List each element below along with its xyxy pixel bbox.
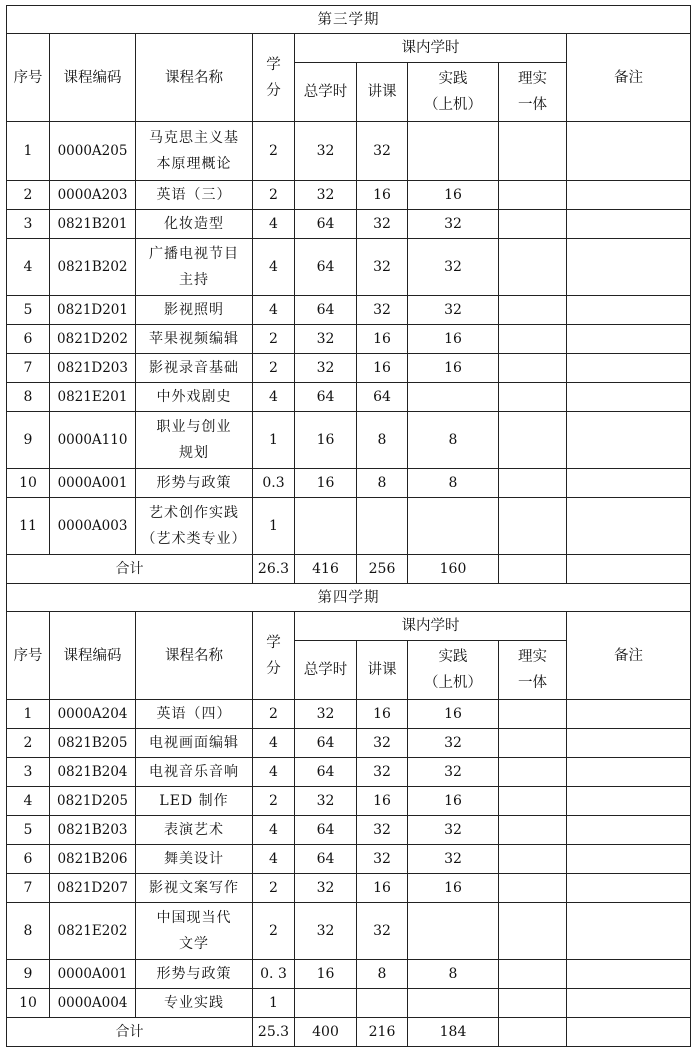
row-code: 0821D202 [50, 325, 136, 354]
row-practice: 16 [408, 325, 499, 354]
table-row [7, 210, 691, 239]
row-credit: 0. 3 [253, 960, 295, 989]
semester-title-row [7, 584, 691, 612]
row-index: 1 [7, 700, 50, 729]
row-course-name [136, 960, 253, 989]
row-code: 0821B204 [50, 758, 136, 787]
row-practice: 16 [408, 874, 499, 903]
row-total-hours: 64 [295, 729, 357, 758]
row-practice: 32 [408, 296, 499, 325]
col-credit-line1: 学 [266, 634, 281, 651]
row-total-hours: 16 [295, 960, 357, 989]
header-row [7, 34, 691, 63]
col-lecture: 讲课 [357, 641, 408, 700]
table-row [7, 325, 691, 354]
row-notes [567, 412, 691, 469]
row-total-hours: 64 [295, 816, 357, 845]
row-course-name-line1: 影视照明 [164, 302, 224, 318]
row-practice: 32 [408, 729, 499, 758]
row-course-name-line1: 影视文案写作 [149, 880, 239, 896]
row-integrated [499, 383, 567, 412]
col-integrated [499, 63, 567, 122]
row-course-name-line2: （艺术类专业） [141, 531, 247, 547]
total-hours: 416 [295, 555, 357, 584]
row-course-name-line1: 形势与政策 [156, 475, 232, 491]
row-lecture: 32 [357, 845, 408, 874]
row-practice: 32 [408, 845, 499, 874]
course-schedule [6, 5, 690, 1047]
row-course-name-line1: 表演艺术 [164, 822, 224, 838]
row-index: 8 [7, 903, 50, 960]
col-total-hours: 总学时 [295, 641, 357, 700]
row-notes [567, 874, 691, 903]
row-course-name-line2: 主持 [179, 272, 209, 288]
row-credit: 0.3 [253, 469, 295, 498]
row-integrated [499, 412, 567, 469]
row-course-name-line1: 化妆造型 [164, 216, 224, 232]
row-credit: 4 [253, 296, 295, 325]
row-credit: 2 [253, 700, 295, 729]
row-course-name-line1: 中外戏剧史 [156, 389, 232, 405]
row-code: 0821D205 [50, 787, 136, 816]
row-credit: 4 [253, 729, 295, 758]
row-index: 6 [7, 845, 50, 874]
row-course-name [136, 787, 253, 816]
col-in-class-hours: 课内学时 [295, 34, 567, 63]
row-notes [567, 989, 691, 1018]
total-credit: 26.3 [253, 555, 295, 584]
col-integrated-line1: 理实 [518, 71, 547, 87]
row-lecture: 16 [357, 325, 408, 354]
row-index: 4 [7, 787, 50, 816]
col-credit [253, 34, 295, 122]
semester-title: 第四学期 [7, 584, 691, 612]
row-total-hours: 64 [295, 239, 357, 296]
row-notes [567, 787, 691, 816]
row-course-name [136, 498, 253, 555]
row-lecture: 16 [357, 787, 408, 816]
row-lecture: 32 [357, 816, 408, 845]
row-course-name [136, 122, 253, 181]
row-credit: 2 [253, 874, 295, 903]
row-index: 5 [7, 296, 50, 325]
row-course-name [136, 758, 253, 787]
row-code: 0000A001 [50, 469, 136, 498]
row-lecture: 8 [357, 469, 408, 498]
total-lecture: 216 [357, 1018, 408, 1047]
row-index: 3 [7, 758, 50, 787]
row-lecture: 16 [357, 874, 408, 903]
row-practice: 16 [408, 181, 499, 210]
col-integrated-line2: 一体 [518, 675, 547, 691]
total-hours: 400 [295, 1018, 357, 1047]
row-course-name-line1: 英语（四） [156, 706, 232, 722]
row-total-hours [295, 989, 357, 1018]
row-lecture [357, 498, 408, 555]
row-total-hours: 16 [295, 412, 357, 469]
row-total-hours: 32 [295, 325, 357, 354]
col-in-class-hours: 课内学时 [295, 612, 567, 641]
row-credit: 4 [253, 383, 295, 412]
total-label: 合计 [7, 555, 253, 584]
row-notes [567, 469, 691, 498]
table-row [7, 758, 691, 787]
row-total-hours: 32 [295, 787, 357, 816]
row-course-name [136, 874, 253, 903]
col-credit-line2: 分 [266, 660, 281, 677]
row-integrated [499, 354, 567, 383]
row-notes [567, 210, 691, 239]
row-credit: 4 [253, 845, 295, 874]
row-code: 0821B205 [50, 729, 136, 758]
row-index: 11 [7, 498, 50, 555]
row-notes [567, 122, 691, 181]
row-course-name [136, 700, 253, 729]
row-total-hours: 32 [295, 122, 357, 181]
row-code: 0000A003 [50, 498, 136, 555]
table-row [7, 787, 691, 816]
table-row [7, 729, 691, 758]
row-code: 0821E201 [50, 383, 136, 412]
row-course-name [136, 412, 253, 469]
row-code: 0000A110 [50, 412, 136, 469]
total-practice: 184 [408, 1018, 499, 1047]
col-practice-line1: 实践 [438, 649, 468, 665]
row-lecture: 32 [357, 122, 408, 181]
row-course-name [136, 845, 253, 874]
col-practice-line2: （上机） [424, 675, 482, 691]
row-practice: 8 [408, 469, 499, 498]
row-course-name [136, 816, 253, 845]
table-row [7, 874, 691, 903]
row-total-hours: 32 [295, 181, 357, 210]
row-practice: 8 [408, 412, 499, 469]
row-integrated [499, 181, 567, 210]
row-lecture: 32 [357, 729, 408, 758]
row-notes [567, 845, 691, 874]
total-notes [567, 1018, 691, 1047]
row-lecture: 8 [357, 960, 408, 989]
row-credit: 1 [253, 498, 295, 555]
table-row [7, 845, 691, 874]
row-course-name [136, 469, 253, 498]
table-row [7, 239, 691, 296]
row-notes [567, 903, 691, 960]
row-integrated [499, 700, 567, 729]
row-practice [408, 122, 499, 181]
row-course-name [136, 989, 253, 1018]
table-row [7, 296, 691, 325]
total-integrated [499, 1018, 567, 1047]
row-course-name-line1: 苹果视频编辑 [149, 331, 239, 347]
row-integrated [499, 845, 567, 874]
row-credit: 2 [253, 903, 295, 960]
row-code: 0821B201 [50, 210, 136, 239]
row-index: 2 [7, 181, 50, 210]
row-practice: 16 [408, 354, 499, 383]
row-course-name-line1: 艺术创作实践 [149, 505, 239, 521]
row-course-name [136, 383, 253, 412]
row-code: 0821E202 [50, 903, 136, 960]
row-course-name [136, 296, 253, 325]
row-course-name-line1: 职业与创业 [156, 419, 232, 435]
row-index: 9 [7, 960, 50, 989]
col-practice-line2: （上机） [424, 97, 482, 113]
row-lecture: 64 [357, 383, 408, 412]
row-code: 0821B202 [50, 239, 136, 296]
row-lecture: 16 [357, 181, 408, 210]
col-notes: 备注 [567, 612, 691, 700]
row-practice [408, 383, 499, 412]
row-code: 0821B203 [50, 816, 136, 845]
row-practice: 16 [408, 700, 499, 729]
row-code: 0821B206 [50, 845, 136, 874]
row-index: 7 [7, 874, 50, 903]
row-lecture: 32 [357, 210, 408, 239]
table-row [7, 903, 691, 960]
row-integrated [499, 498, 567, 555]
row-credit: 4 [253, 210, 295, 239]
row-integrated [499, 325, 567, 354]
row-integrated [499, 210, 567, 239]
row-total-hours: 32 [295, 903, 357, 960]
col-practice-line1: 实践 [438, 71, 468, 87]
row-practice [408, 989, 499, 1018]
row-total-hours: 64 [295, 383, 357, 412]
row-lecture: 32 [357, 903, 408, 960]
row-code: 0821D203 [50, 354, 136, 383]
row-index: 2 [7, 729, 50, 758]
row-integrated [499, 960, 567, 989]
table-row [7, 498, 691, 555]
row-code: 0000A004 [50, 989, 136, 1018]
row-practice: 32 [408, 210, 499, 239]
row-integrated [499, 122, 567, 181]
row-total-hours: 32 [295, 354, 357, 383]
row-credit: 4 [253, 816, 295, 845]
row-practice: 32 [408, 239, 499, 296]
row-course-name-line1: 影视录音基础 [149, 360, 239, 376]
row-code: 0821D207 [50, 874, 136, 903]
row-total-hours: 64 [295, 210, 357, 239]
row-credit: 2 [253, 787, 295, 816]
row-lecture: 16 [357, 354, 408, 383]
row-code: 0821D201 [50, 296, 136, 325]
row-index: 1 [7, 122, 50, 181]
col-total-hours: 总学时 [295, 63, 357, 122]
row-course-name-line1: 形势与政策 [156, 966, 232, 982]
row-course-name [136, 325, 253, 354]
row-total-hours: 32 [295, 700, 357, 729]
row-index: 5 [7, 816, 50, 845]
semester-title: 第三学期 [7, 6, 691, 34]
row-practice: 16 [408, 787, 499, 816]
row-credit: 2 [253, 122, 295, 181]
row-lecture: 32 [357, 296, 408, 325]
row-course-name-line1: 英语（三） [156, 187, 232, 203]
row-total-hours: 64 [295, 296, 357, 325]
row-course-name-line1: 电视音乐音响 [149, 764, 239, 780]
row-lecture: 16 [357, 700, 408, 729]
col-lecture: 讲课 [357, 63, 408, 122]
row-index: 8 [7, 383, 50, 412]
col-code: 课程编码 [50, 34, 136, 122]
row-integrated [499, 874, 567, 903]
row-index: 6 [7, 325, 50, 354]
row-total-hours: 32 [295, 874, 357, 903]
row-code: 0000A001 [50, 960, 136, 989]
row-course-name-line2: 规划 [179, 445, 209, 461]
header-row [7, 612, 691, 641]
row-course-name-line1: LED 制作 [159, 793, 229, 809]
row-index: 3 [7, 210, 50, 239]
table-row [7, 383, 691, 412]
total-integrated [499, 555, 567, 584]
col-name: 课程名称 [136, 612, 253, 700]
table-row [7, 816, 691, 845]
table-row [7, 122, 691, 181]
col-credit-line1: 学 [266, 56, 281, 73]
row-notes [567, 960, 691, 989]
total-label: 合计 [7, 1018, 253, 1047]
row-course-name [136, 181, 253, 210]
table-row [7, 354, 691, 383]
col-practice [408, 641, 499, 700]
row-credit: 1 [253, 412, 295, 469]
row-course-name [136, 239, 253, 296]
row-course-name [136, 354, 253, 383]
row-notes [567, 239, 691, 296]
row-course-name-line1: 专业实践 [164, 995, 224, 1011]
row-notes [567, 325, 691, 354]
row-notes [567, 383, 691, 412]
row-credit: 2 [253, 354, 295, 383]
row-notes [567, 758, 691, 787]
row-lecture: 32 [357, 758, 408, 787]
row-notes [567, 498, 691, 555]
row-notes [567, 700, 691, 729]
row-credit: 2 [253, 181, 295, 210]
row-credit: 2 [253, 325, 295, 354]
row-index: 10 [7, 469, 50, 498]
row-integrated [499, 989, 567, 1018]
col-name: 课程名称 [136, 34, 253, 122]
row-practice: 32 [408, 758, 499, 787]
col-notes: 备注 [567, 34, 691, 122]
row-total-hours: 64 [295, 758, 357, 787]
row-index: 10 [7, 989, 50, 1018]
row-notes [567, 354, 691, 383]
row-code: 0000A203 [50, 181, 136, 210]
row-course-name-line1: 电视画面编辑 [149, 735, 239, 751]
row-code: 0000A205 [50, 122, 136, 181]
row-index: 9 [7, 412, 50, 469]
semester-title-row [7, 6, 691, 34]
row-practice [408, 903, 499, 960]
row-lecture: 8 [357, 412, 408, 469]
row-course-name [136, 903, 253, 960]
col-credit [253, 612, 295, 700]
table-row [7, 960, 691, 989]
row-total-hours: 16 [295, 469, 357, 498]
course-table [6, 5, 691, 1047]
row-integrated [499, 758, 567, 787]
row-integrated [499, 903, 567, 960]
row-index: 7 [7, 354, 50, 383]
row-index: 4 [7, 239, 50, 296]
total-notes [567, 555, 691, 584]
row-course-name-line1: 广播电视节目 [149, 246, 239, 262]
table-row [7, 989, 691, 1018]
row-total-hours [295, 498, 357, 555]
row-lecture [357, 989, 408, 1018]
col-index: 序号 [7, 612, 50, 700]
col-code: 课程编码 [50, 612, 136, 700]
total-lecture: 256 [357, 555, 408, 584]
row-course-name-line2: 文学 [179, 936, 209, 952]
row-notes [567, 181, 691, 210]
total-row [7, 1018, 691, 1047]
row-course-name-line2: 本原理概论 [156, 156, 232, 172]
row-notes [567, 729, 691, 758]
row-integrated [499, 787, 567, 816]
col-index: 序号 [7, 34, 50, 122]
row-course-name-line1: 中国现当代 [156, 910, 232, 926]
row-integrated [499, 469, 567, 498]
row-integrated [499, 816, 567, 845]
col-integrated [499, 641, 567, 700]
row-code: 0000A204 [50, 700, 136, 729]
row-lecture: 32 [357, 239, 408, 296]
table-row [7, 469, 691, 498]
row-total-hours: 64 [295, 845, 357, 874]
row-notes [567, 816, 691, 845]
col-integrated-line1: 理实 [518, 649, 547, 665]
row-integrated [499, 239, 567, 296]
row-course-name [136, 729, 253, 758]
row-course-name [136, 210, 253, 239]
row-course-name-line1: 舞美设计 [164, 851, 224, 867]
col-integrated-line2: 一体 [518, 97, 547, 113]
row-practice: 8 [408, 960, 499, 989]
row-credit: 4 [253, 758, 295, 787]
table-row [7, 412, 691, 469]
row-credit: 4 [253, 239, 295, 296]
row-integrated [499, 729, 567, 758]
row-notes [567, 296, 691, 325]
row-course-name-line1: 马克思主义基 [149, 130, 239, 146]
col-practice [408, 63, 499, 122]
total-row [7, 555, 691, 584]
total-practice: 160 [408, 555, 499, 584]
table-row [7, 700, 691, 729]
table-row [7, 181, 691, 210]
row-practice [408, 498, 499, 555]
total-credit: 25.3 [253, 1018, 295, 1047]
row-integrated [499, 296, 567, 325]
row-practice: 32 [408, 816, 499, 845]
col-credit-line2: 分 [266, 82, 281, 99]
row-credit: 1 [253, 989, 295, 1018]
